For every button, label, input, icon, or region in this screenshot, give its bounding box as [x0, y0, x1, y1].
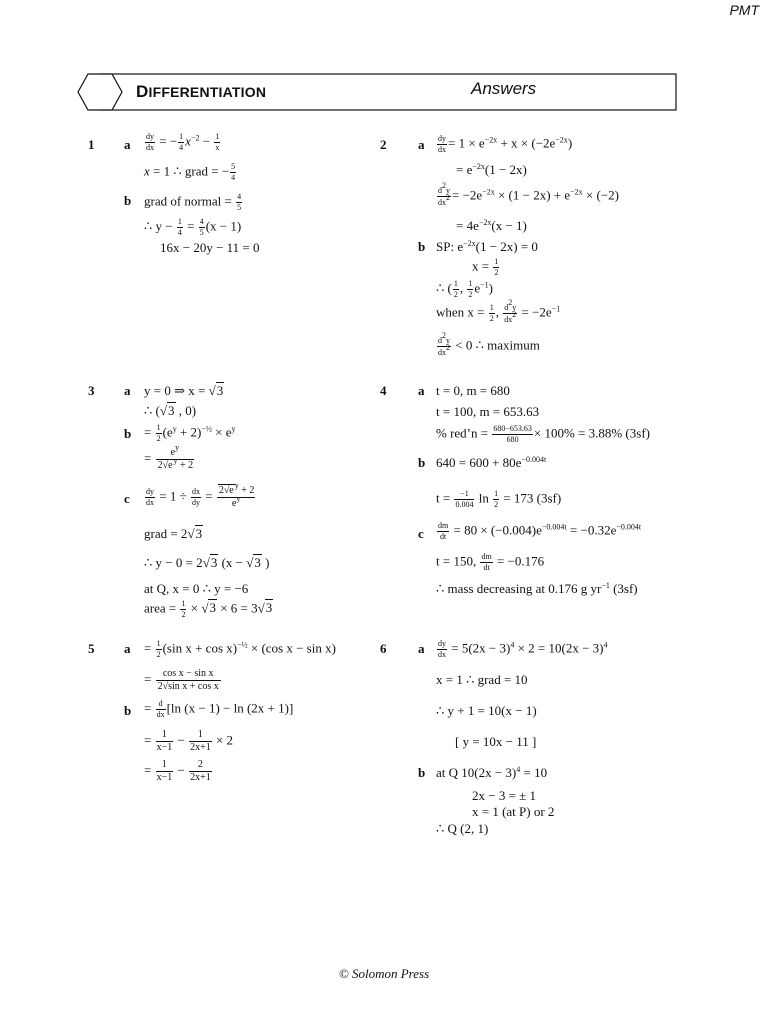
q1b-line3: 16x − 20y − 11 = 0 [160, 240, 260, 255]
q6b-line3: x = 1 (at P) or 2 [472, 804, 555, 819]
q5b-line2: = $\frac{1}{x-1}$ − $\frac{1}{2x+1}$ × 2 [144, 729, 234, 753]
q3a-line2: ∴ (√3 , 0) [144, 403, 197, 418]
part-label: b [418, 239, 426, 254]
part-label: a [418, 137, 425, 152]
q4b-line2: t = $\frac{-1}{0.004}$ ln $\frac{1}{2}$ = 173 (3sf) [436, 489, 562, 509]
q2a-line2: = $e^{-2x}(1 - 2x)$ [456, 162, 527, 177]
q4b-line1: $640 = 600 + 80e^{-0.004t}$ [436, 455, 547, 470]
q5a-line1: = $\frac{1}{2}$ (sin x + cos x)$^{-\frac{1}{2}}$ × (cos x − sin x) [144, 639, 336, 659]
question-number: 3 [88, 383, 95, 398]
part-label: b [418, 455, 426, 470]
q5a-line2: = $\frac{\text{cos x − sin x}}{\text{2√sin x + cos x}}$ [144, 668, 219, 692]
part-label: a [124, 383, 131, 398]
q2a-line4: = $4e^{-2x}(x - 1)$ [456, 218, 527, 233]
q3c-line1: $\frac{dy}{dx}$ = 1 ÷ $\frac{dx}{dy}$ = $\frac{2√e^y + 2}{e^y}$ [146, 481, 255, 509]
q6a-line4: [ y = 10x − 11 ] [455, 734, 537, 749]
part-label: b [124, 703, 132, 718]
footer-copyright: © Solomon Press [338, 966, 430, 981]
q2b-line5: $\frac{d^2y}{dx^2}$ < 0 ∴ maximum [438, 331, 540, 357]
question-number: 4 [380, 383, 387, 398]
q2b-line2: x = $\frac{1}{2}$ [472, 257, 499, 277]
q3c-line3: ∴ y − 0 = 2√3 (x − √3 ) [144, 555, 270, 570]
q6a-line2: x = 1 ∴ grad = 10 [436, 672, 528, 687]
q5b-line1: = $\frac{d}{dx}$ [ln (x − 1) − ln (2x + 1)] [144, 699, 294, 719]
q2b-line4: when x = $\frac{1}{2}$ , $\frac{d^2y}{dx^2}$ = $-2e^{-1}$ [436, 298, 561, 324]
q1a-line1: $\frac{dy}{dx}$ = − $\frac{1}{4}$ $x^{-2}$ − $\frac{1}{x}$ [146, 132, 220, 152]
question-number: 1 [88, 137, 95, 152]
part-label: b [418, 765, 426, 780]
chapter-title: DIFFERENTIATION [136, 82, 267, 101]
part-label: c [124, 491, 130, 506]
part-label: b [124, 426, 132, 441]
q4c-line1: $\frac{dm}{dt}$ = $80 \times (-0.004)e^{-0.004t} = -0.32e^{-0.004t}$ [438, 521, 642, 541]
q6b-line4: ∴ Q (2, 1) [436, 821, 489, 836]
q4c-line2: t = 150, $\frac{dm}{dt}$ = −0.176 [436, 552, 545, 572]
q3b-line2: = $\frac{e^y}{2√e^y + 2}$ [144, 443, 194, 471]
q2a-line1: $\frac{dy}{dx}$ = $1 \times e^{-2x} + x \times (-2e^{-2x})$ [438, 134, 573, 154]
part-label: a [418, 383, 425, 398]
q6b-line2: 2x − 3 = ± 1 [472, 788, 537, 803]
q6b-line1: at Q $10(2x - 3)^4 = 10$ [436, 765, 548, 780]
part-label: b [124, 193, 132, 208]
q4c-line3: ∴ mass decreasing at 0.176 g $yr^{-1}$ (3sf) [436, 581, 638, 596]
q1a-line2: x = 1 ∴ grad = − $\frac{5}{4}$ [144, 162, 236, 182]
q6a-line1: $\frac{dy}{dx}$ = $5(2x - 3)^4 \times 2 = 10(2x - 3)^4$ [438, 639, 608, 659]
chapter-banner [76, 72, 678, 112]
question-number: 6 [380, 641, 387, 656]
part-label: a [124, 641, 131, 656]
q3c-line5: area = $\frac{1}{2}$ × √3 × 6 = 3√3 [144, 599, 273, 619]
answers-label: Answers [471, 79, 537, 98]
question-number: 5 [88, 641, 95, 656]
q3a-line1: y = 0 ⇒ x = √3 [144, 383, 224, 398]
q3c-line4: at Q, x = 0 ∴ y = −6 [144, 581, 249, 596]
q3c-line2: grad = 2√3 [144, 526, 203, 541]
pmt-tag: PMT [729, 2, 759, 18]
q1b-line2: ∴ y − $\frac{1}{4}$ = $\frac{4}{5}$ (x − 1) [144, 217, 242, 237]
q1b-line1: grad of normal = $\frac{4}{5}$ [144, 192, 242, 212]
q4a-line1: t = 0, m = 680 [436, 383, 510, 398]
q4a-line3: % red’n = $\frac{680-653.63}{680}$ × 100% = 3.88% (3sf) [436, 424, 650, 444]
q5b-line3: = $\frac{1}{x-1}$ − $\frac{2}{2x+1}$ [144, 759, 211, 783]
q4a-line2: t = 100, m = 653.63 [436, 404, 540, 419]
part-label: a [124, 137, 131, 152]
q2a-line3: $\frac{d^2y}{dx^2}$ = $-2e^{-2x} \times (1 - 2x) + e^{-2x} \times (-2)$ [438, 181, 619, 207]
question-number: 2 [380, 137, 387, 152]
part-label: a [418, 641, 425, 656]
q3b-line1: = $\frac{1}{2}$ $(e^y + 2)^{-\frac{1}{2}} \times e^y$ [144, 423, 236, 443]
q2b-line1: SP: $e^{-2x}(1 - 2x) = 0$ [436, 239, 538, 254]
part-label: c [418, 526, 424, 541]
q2b-line3: ∴ ( $\frac{1}{2}$ , $\frac{1}{2}$ $e^{-1}$) [436, 279, 493, 299]
q6a-line3: ∴ y + 1 = 10(x − 1) [436, 703, 537, 718]
